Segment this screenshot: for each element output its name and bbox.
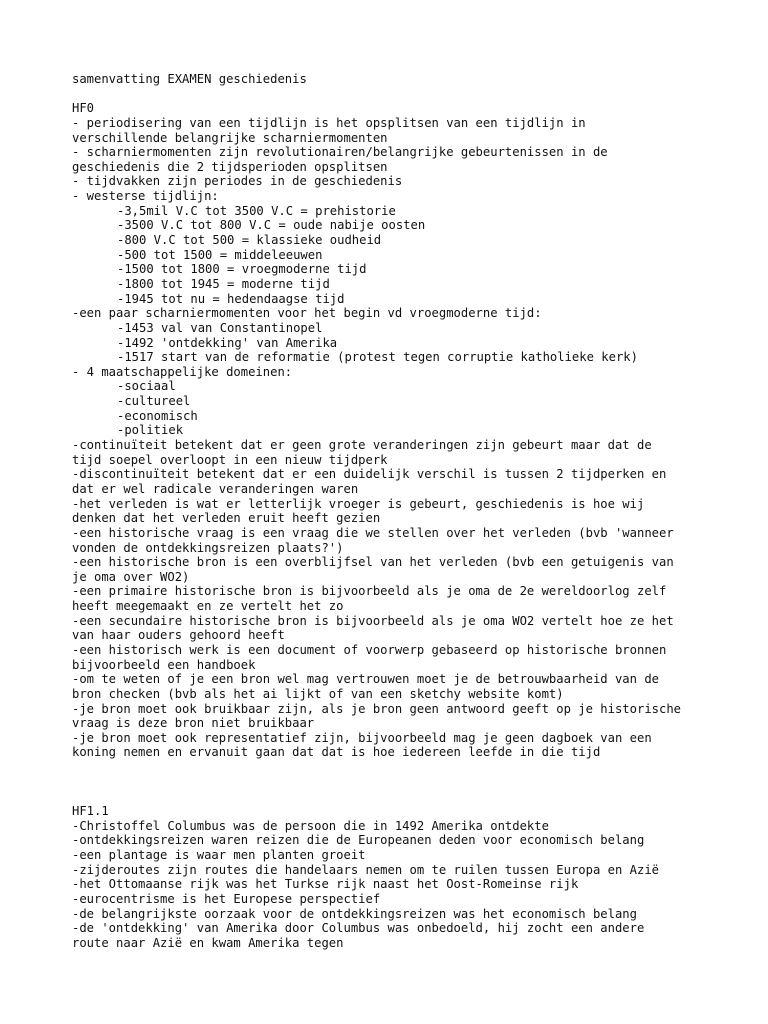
text-line: -het Ottomaanse rijk was het Turkse rijk naast het Oost-Romeinse rijk bbox=[72, 877, 579, 892]
text-line: -Christoffel Columbus was de persoon die in 1492 Amerika ontdekte bbox=[72, 818, 549, 833]
section-heading: HF1.1 bbox=[72, 804, 109, 819]
text-line: -een historische bron is een overblijfsel van het verleden (bvb een getuigenis van bbox=[72, 555, 674, 570]
text-line: -je bron moet ook representatief zijn, bijvoorbeeld mag je geen dagboek van een bbox=[72, 730, 652, 745]
text-line: -ontdekkingsreizen waren reizen die de Europeanen deden voor economisch belang bbox=[72, 833, 645, 848]
text-line: -eurocentrisme is het Europese perspectief bbox=[72, 891, 381, 906]
text-line: koning nemen en ervanuit gaan dat dat is hoe iedereen leefde in die tijd bbox=[72, 745, 601, 760]
section-lines bbox=[72, 116, 712, 760]
blank-line bbox=[72, 87, 712, 102]
text-line: -3,5mil V.C tot 3500 V.C = prehistorie bbox=[117, 203, 396, 218]
text-line: vonden de ontdekkingsreizen plaats?') bbox=[72, 540, 344, 555]
text-line: vraag is deze bron niet bruikbaar bbox=[72, 716, 315, 731]
document-title: samenvatting EXAMEN geschiedenis bbox=[72, 72, 307, 86]
text-line: -continuïteit betekent dat er geen grote veranderingen zijn gebeurt maar dat de bbox=[72, 438, 652, 453]
text-line: -de belangrijkste oorzaak voor de ontdekkingsreizen was het economisch belang bbox=[72, 906, 637, 921]
text-line: verschillende belangrijke scharniermomenten bbox=[72, 130, 388, 145]
text-line: -je bron moet ook bruikbaar zijn, als je bron geen antwoord geeft op je historische bbox=[72, 701, 682, 716]
blank-line bbox=[72, 775, 712, 790]
text-line: -sociaal bbox=[117, 379, 176, 394]
text-line: -zijderoutes zijn routes die handelaars nemen om te ruilen tussen Europa en Azië bbox=[72, 862, 659, 877]
text-line: -500 tot 1500 = middeleeuwen bbox=[117, 247, 323, 262]
text-line: heeft meegemaakt en ze vertelt het zo bbox=[72, 599, 344, 614]
text-line: -cultureel bbox=[117, 394, 191, 409]
text-line: route naar Azië en kwam Amerika tegen bbox=[72, 935, 344, 950]
text-line: denken dat het verleden eruit heeft gezien bbox=[72, 511, 381, 526]
text-line: -een historische vraag is een vraag die we stellen over het verleden (bvb 'wanneer bbox=[72, 525, 674, 540]
text-line: -de 'ontdekking' van Amerika door Columbus was onbedoeld, hij zocht een andere bbox=[72, 921, 645, 936]
text-line: - westerse tijdlijn: bbox=[72, 189, 219, 204]
text-line: -3500 V.C tot 800 V.C = oude nabije oosten bbox=[117, 218, 426, 233]
section-hf1-1 bbox=[72, 804, 712, 950]
text-line: je oma over WO2) bbox=[72, 569, 190, 584]
section-hf0 bbox=[72, 101, 712, 760]
text-line: -politiek bbox=[117, 423, 184, 438]
text-line: - scharniermomenten zijn revolutionairen/belangrijke gebeurtenissen in de bbox=[72, 145, 608, 160]
text-line: - tijdvakken zijn periodes in de geschiedenis bbox=[72, 174, 403, 189]
text-line: -discontinuïteit betekent dat er een duidelijk verschil is tussen 2 tijdperken en bbox=[72, 467, 667, 482]
text-line: -1492 'ontdekking' van Amerika bbox=[117, 335, 338, 350]
text-line: -economisch bbox=[117, 408, 198, 423]
text-line: -1517 start van de reformatie (protest tegen corruptie katholieke kerk) bbox=[117, 350, 638, 365]
section-heading: HF0 bbox=[72, 101, 95, 116]
text-line: - periodisering van een tijdlijn is het opsplitsen van een tijdlijn in bbox=[72, 115, 586, 130]
text-line: -1800 tot 1945 = moderne tijd bbox=[117, 276, 330, 291]
text-line: -om te weten of je een bron wel mag vertrouwen moet je de betrouwbaarheid van de bbox=[72, 672, 659, 687]
text-line: bron checken (bvb als het ai lijkt of van een sketchy website komt) bbox=[72, 686, 564, 701]
text-line: dat er wel radicale veranderingen waren bbox=[72, 481, 359, 496]
text-line: -1945 tot nu = hedendaagse tijd bbox=[117, 291, 345, 306]
text-line: -1453 val van Constantinopel bbox=[117, 320, 323, 335]
text-line: -1500 tot 1800 = vroegmoderne tijd bbox=[117, 262, 367, 277]
text-line: -een primaire historische bron is bijvoorbeeld als je oma de 2e wereldoorlog zelf bbox=[72, 584, 667, 599]
text-line: van haar ouders gehoord heeft bbox=[72, 628, 285, 643]
text-line: -800 V.C tot 500 = klassieke oudheid bbox=[117, 233, 382, 248]
text-line: -een paar scharniermomenten voor het begin vd vroegmoderne tijd: bbox=[72, 306, 542, 321]
text-line: -een secundaire historische bron is bijvoorbeeld als je oma WO2 vertelt hoe ze het bbox=[72, 613, 674, 628]
text-line: -een plantage is waar men planten groeit bbox=[72, 847, 366, 862]
blank-line bbox=[72, 789, 712, 804]
text-line: bijvoorbeeld een handboek bbox=[72, 657, 256, 672]
text-line: tijd soepel overloopt in een nieuw tijdperk bbox=[72, 452, 388, 467]
blank-line bbox=[72, 760, 712, 775]
text-line: geschiedenis die 2 tijdsperioden opsplitsen bbox=[72, 159, 388, 174]
text-line: -een historisch werk is een document of voorwerp gebaseerd op historische bronnen bbox=[72, 642, 667, 657]
text-line: -het verleden is wat er letterlijk vroeger is gebeurt, geschiedenis is hoe wij bbox=[72, 496, 645, 511]
section-lines bbox=[72, 819, 712, 951]
document-page bbox=[72, 72, 712, 950]
text-line: - 4 maatschappelijke domeinen: bbox=[72, 364, 293, 379]
